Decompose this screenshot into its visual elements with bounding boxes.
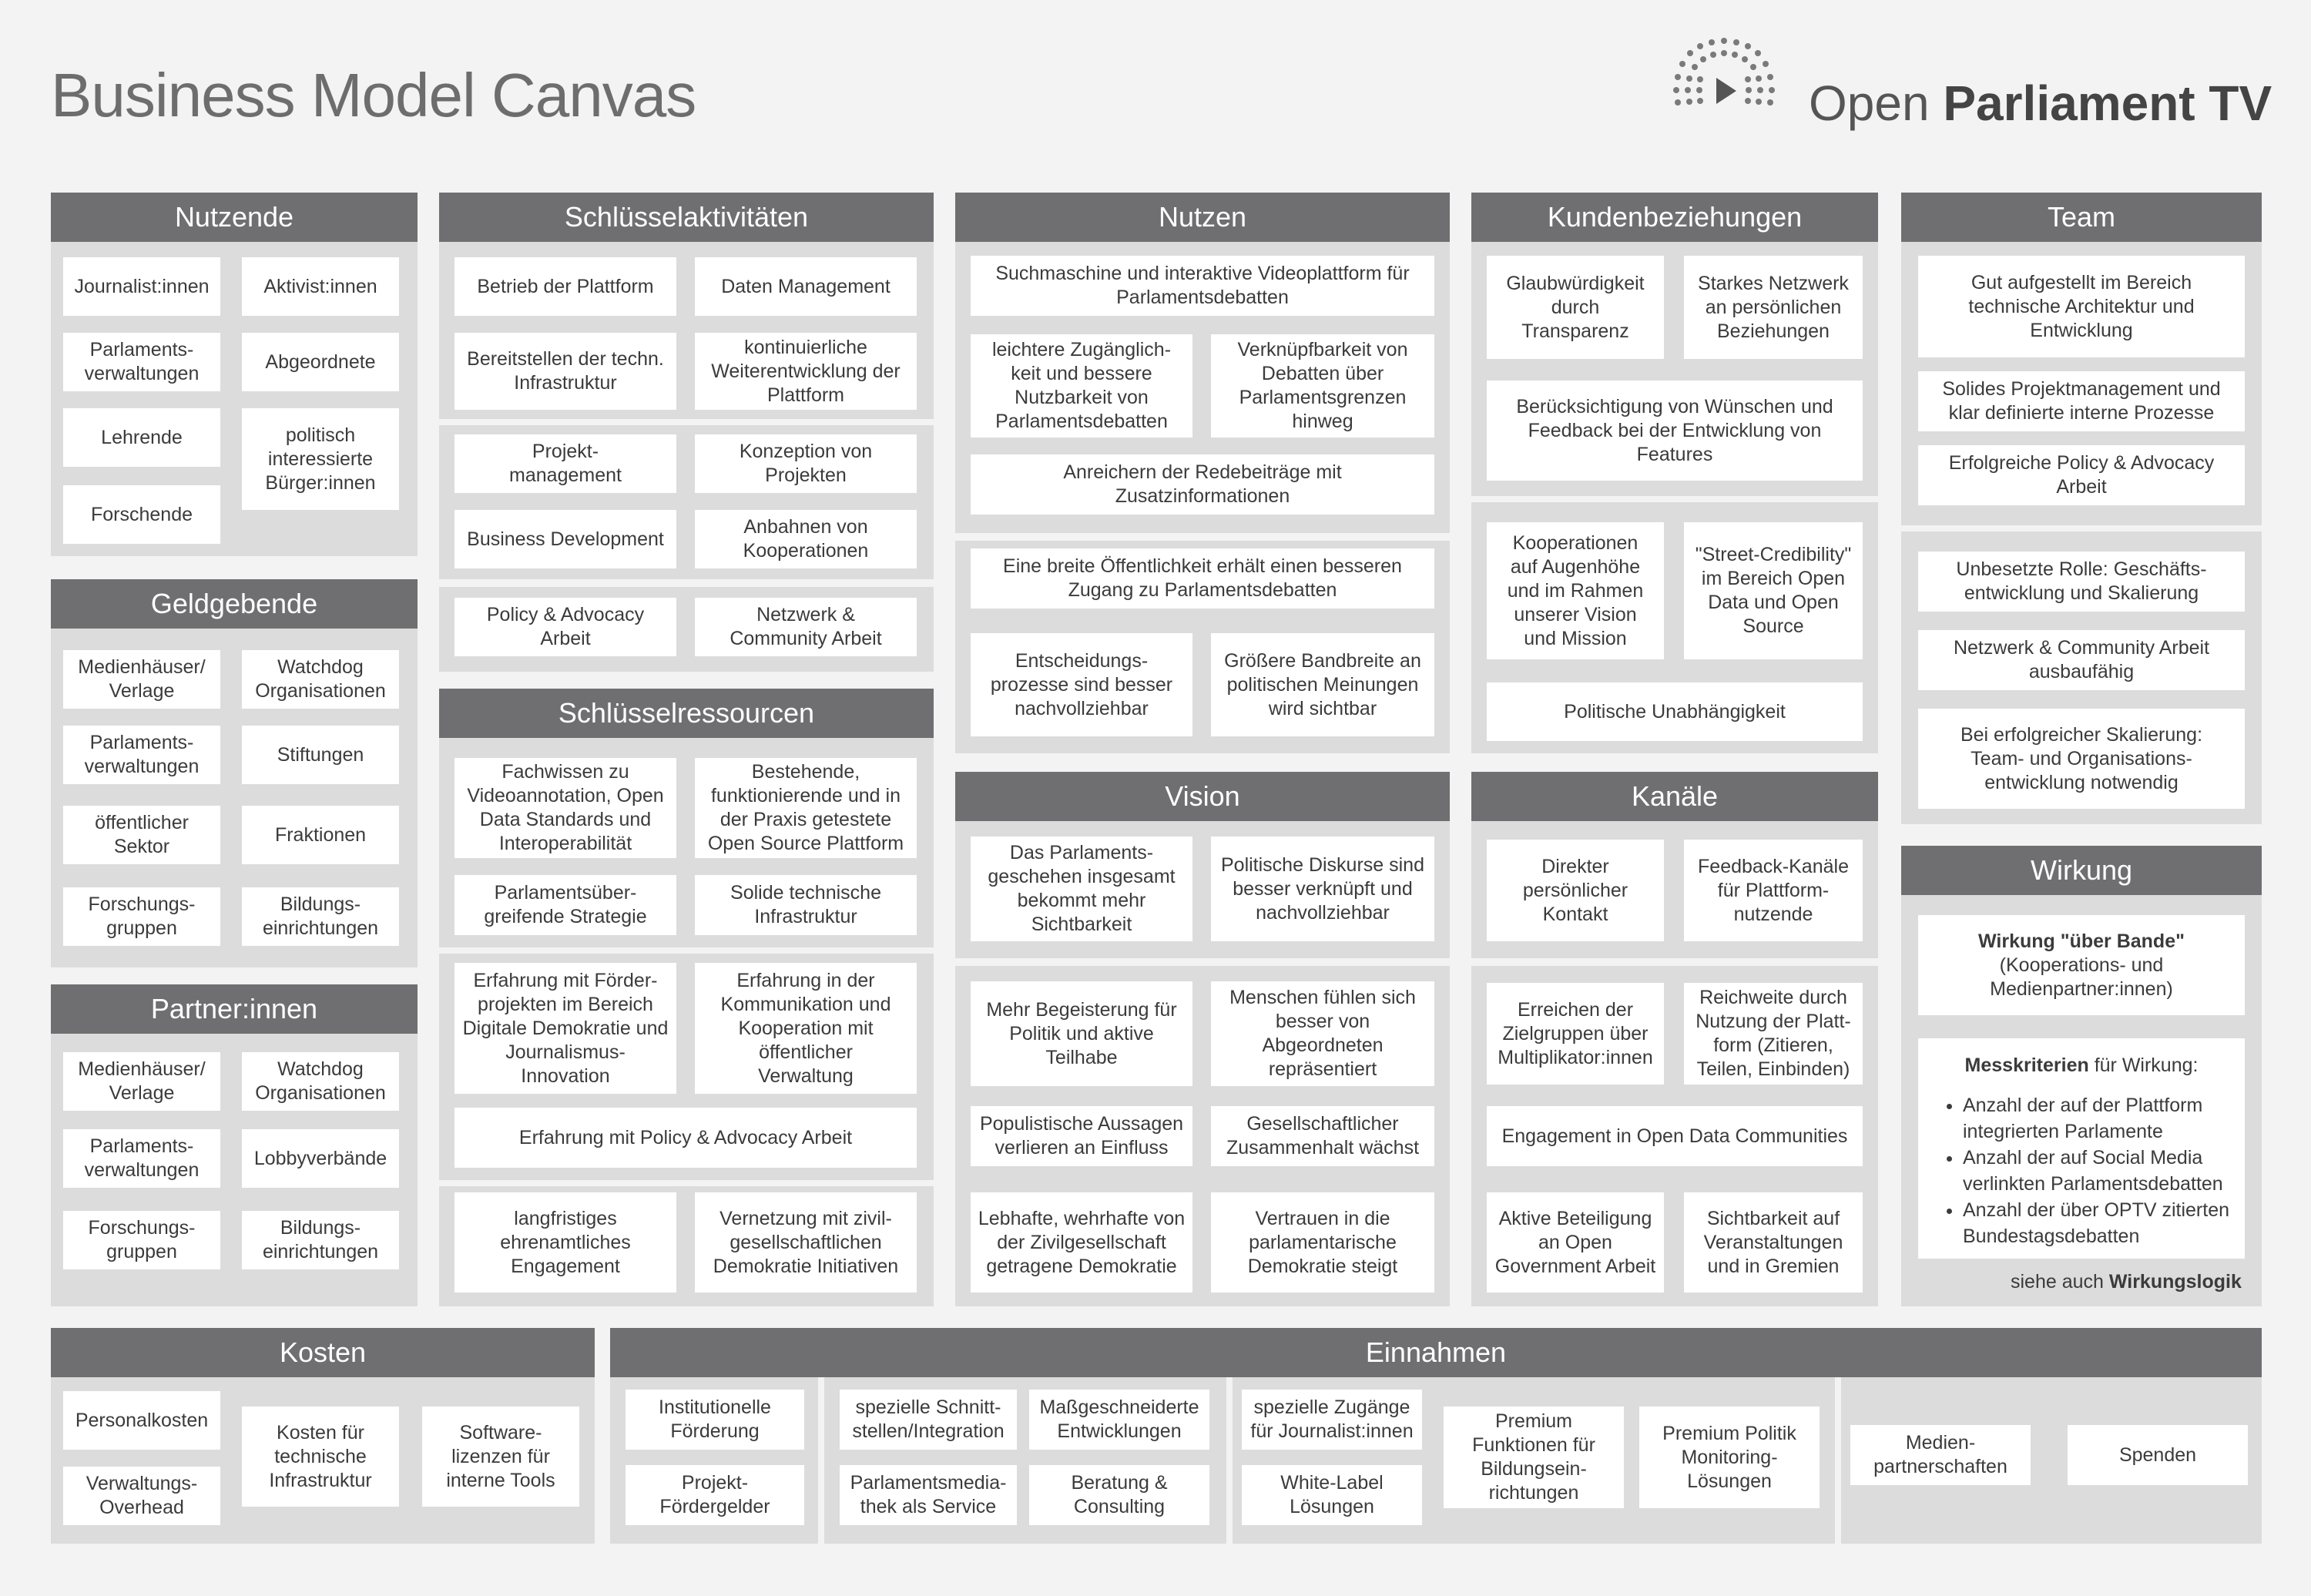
card-einnahmen: Spenden: [2068, 1425, 2248, 1485]
card-vision: Lebhafte, wehrhafte von der Zivilgesellschaft getragene Demokratie: [971, 1192, 1192, 1293]
card-einnahmen: Parlamentsmedia- thek als Service: [840, 1465, 1017, 1525]
card-einnahmen: Beratung & Consulting: [1029, 1465, 1209, 1525]
card-einnahmen: Institutionelle Förderung: [626, 1390, 804, 1450]
card-nutzen: Suchmaschine und interaktive Videoplattform für Parlamentsdebatten: [971, 256, 1434, 316]
card-partner: Watchdog Organisationen: [242, 1052, 399, 1111]
header-kosten: Kosten: [51, 1328, 595, 1377]
card-nutzende: Abgeordnete: [242, 333, 399, 391]
card-kunden: Politische Unabhängigkeit: [1487, 682, 1863, 741]
card-team: Netzwerk & Community Arbeit ausbaufähig: [1918, 630, 2245, 690]
card-geldgebende: Forschungs- gruppen: [63, 887, 220, 946]
header-schluesselaktivitaeten: Schlüsselaktivitäten: [439, 193, 934, 242]
header-kanaele: Kanäle: [1471, 772, 1878, 821]
card-team: Solides Projektmanagement und klar definierte interne Prozesse: [1918, 371, 2245, 431]
card-geldgebende: Stiftungen: [242, 726, 399, 784]
card-kunden: "Street-Credibility" im Bereich Open Data und Open Source: [1684, 522, 1863, 659]
card-einnahmen: spezielle Zugänge für Journalist:innen: [1242, 1390, 1422, 1450]
card-vision: Mehr Begeisterung für Politik und aktive Teilhabe: [971, 981, 1192, 1086]
header-kundenbeziehungen: Kundenbeziehungen: [1471, 193, 1878, 242]
card-partner: Bildungs- einrichtungen: [242, 1211, 399, 1269]
card-kunden: Starkes Netzwerk an persönlichen Beziehungen: [1684, 256, 1863, 359]
card-vision: Vertrauen in die parlamentarische Demokratie steigt: [1211, 1192, 1434, 1293]
card-kanal: Feedback-Kanäle für Plattform- nutzende: [1684, 840, 1863, 941]
card-ressource: Erfahrung mit Förder- projekten im Bereich Digitale Demokratie und Journalismus- Innovation: [454, 963, 676, 1094]
card-aktivitaet: Business Development: [454, 510, 676, 568]
card-nutzende: politisch interessierte Bürger:innen: [242, 408, 399, 510]
card-nutzen: Eine breite Öffentlichkeit erhält einen besseren Zugang zu Parlamentsdebatten: [971, 548, 1434, 609]
card-aktivitaet: Daten Management: [695, 257, 917, 316]
card-kanal: Erreichen der Zielgruppen über Multiplikator:innen: [1487, 983, 1664, 1085]
card-team: Bei erfolgreicher Skalierung: Team- und Organisations- entwicklung notwendig: [1918, 709, 2245, 809]
card-einnahmen: Maßgeschneiderte Entwicklungen: [1029, 1390, 1209, 1450]
card-einnahmen: Projekt- Fördergelder: [626, 1465, 804, 1525]
card-aktivitaet: Policy & Advocacy Arbeit: [454, 598, 676, 656]
card-ressource: Fachwissen zu Videoannotation, Open Data Standards und Interoperabilität: [454, 758, 676, 858]
card-ressource: langfristiges ehrenamtliches Engagement: [454, 1192, 676, 1293]
header-nutzen: Nutzen: [955, 193, 1450, 242]
card-nutzende: Aktivist:innen: [242, 257, 399, 316]
card-kanal: Direkter persönlicher Kontakt: [1487, 840, 1664, 941]
card-ressource: Vernetzung mit zivil- gesellschaftlichen Demokratie Initiativen: [695, 1192, 917, 1293]
card-kosten: Personalkosten: [63, 1391, 220, 1450]
card-wirkung-ueber-bande: Wirkung "über Bande" (Kooperations- und Medienpartner:innen): [1918, 915, 2245, 1015]
logo-text: Open Parliament TV: [1809, 75, 2272, 131]
card-nutzen: leichtere Zugänglich- keit und bessere Nutzbarkeit von Parlamentsdebatten: [971, 334, 1192, 438]
card-kanal: Reichweite durch Nutzung der Platt- form (Zitieren, Teilen, Einbinden): [1684, 983, 1863, 1085]
card-kunden: Kooperationen auf Augenhöhe und im Rahmen unserer Vision und Mission: [1487, 522, 1664, 659]
card-kosten: Kosten für technische Infrastruktur: [242, 1407, 399, 1507]
card-team: Unbesetzte Rolle: Geschäfts- entwicklung und Skalierung: [1918, 552, 2245, 612]
card-einnahmen: Medien- partnerschaften: [1850, 1425, 2031, 1485]
card-geldgebende: Bildungs- einrichtungen: [242, 887, 399, 946]
card-nutzen: Verknüpfbarkeit von Debatten über Parlamentsgrenzen hinweg: [1211, 334, 1434, 438]
card-kunden: Glaubwürdigkeit durch Transparenz: [1487, 256, 1664, 359]
card-geldgebende: Watchdog Organisationen: [242, 650, 399, 709]
card-kunden: Berücksichtigung von Wünschen und Feedback bei der Entwicklung von Features: [1487, 381, 1863, 481]
card-aktivitaet: Konzeption von Projekten: [695, 434, 917, 493]
card-vision: Das Parlaments- geschehen insgesamt bekommt mehr Sichtbarkeit: [971, 837, 1192, 941]
card-aktivitaet: Anbahnen von Kooperationen: [695, 510, 917, 568]
card-nutzende: Forschende: [63, 485, 220, 544]
card-ressource: Bestehende, funktionierende und in der Praxis getestete Open Source Plattform: [695, 758, 917, 858]
open-parliament-tv-logo: [1656, 35, 2272, 135]
card-aktivitaet: Bereitstellen der techn. Infrastruktur: [454, 333, 676, 410]
card-partner: Forschungs- gruppen: [63, 1211, 220, 1269]
header-partner: Partner:innen: [51, 984, 418, 1034]
card-partner: Medienhäuser/ Verlage: [63, 1052, 220, 1111]
card-geldgebende: öffentlicher Sektor: [63, 806, 220, 864]
card-nutzende: Journalist:innen: [63, 257, 220, 316]
messkriterien-list: [1934, 1092, 2229, 1249]
card-partner: Lobbyverbände: [242, 1129, 399, 1188]
card-ressource: Erfahrung in der Kommunikation und Kooperation mit öffentlicher Verwaltung: [695, 963, 917, 1094]
card-nutzende: Lehrende: [63, 408, 220, 467]
header-nutzende: Nutzende: [51, 193, 418, 242]
list-item: • Anzahl der auf Social Media verlinkten Parlamentsdebatten: [1963, 1145, 2229, 1197]
card-einnahmen: White-Label Lösungen: [1242, 1465, 1422, 1525]
header-schluesselressourcen: Schlüsselressourcen: [439, 689, 934, 738]
card-kanal: Aktive Beteiligung an Open Government Arbeit: [1487, 1192, 1664, 1293]
card-geldgebende: Parlaments- verwaltungen: [63, 726, 220, 784]
card-einnahmen: Premium Funktionen für Bildungsein- richtungen: [1444, 1407, 1624, 1508]
card-team: Gut aufgestellt im Bereich technische Architektur und Entwicklung: [1918, 256, 2245, 357]
list-item: • Anzahl der über OPTV zitierten Bundestagsdebatten: [1963, 1197, 2229, 1249]
card-nutzen: Anreichern der Redebeiträge mit Zusatzinformationen: [971, 454, 1434, 515]
parliament-play-icon: [1656, 35, 1795, 135]
card-kanal: Sichtbarkeit auf Veranstaltungen und in Gremien: [1684, 1192, 1863, 1293]
card-team: Erfolgreiche Policy & Advocacy Arbeit: [1918, 445, 2245, 505]
card-ressource: Erfahrung mit Policy & Advocacy Arbeit: [454, 1108, 917, 1168]
list-item: • Anzahl der auf der Plattform integrierten Parlamente: [1963, 1092, 2229, 1145]
card-aktivitaet: kontinuierliche Weiterentwicklung der Plattform: [695, 333, 917, 410]
card-ressource: Parlamentsüber- greifende Strategie: [454, 875, 676, 935]
card-partner: Parlaments- verwaltungen: [63, 1129, 220, 1188]
card-vision: Menschen fühlen sich besser von Abgeordneten repräsentiert: [1211, 981, 1434, 1086]
header-vision: Vision: [955, 772, 1450, 821]
card-kosten: Verwaltungs- Overhead: [63, 1467, 220, 1525]
card-ressource: Solide technische Infrastruktur: [695, 875, 917, 935]
card-vision: Politische Diskurse sind besser verknüpft und nachvollziehbar: [1211, 837, 1434, 941]
card-vision: Populistische Aussagen verlieren an Einfluss: [971, 1106, 1192, 1166]
card-geldgebende: Medienhäuser/ Verlage: [63, 650, 220, 709]
card-vision: Gesellschaftlicher Zusammenhalt wächst: [1211, 1106, 1434, 1166]
card-aktivitaet: Projekt- management: [454, 434, 676, 493]
header-wirkung: Wirkung: [1901, 846, 2262, 895]
wirkungslogik-link[interactable]: siehe auch Wirkungslogik: [2011, 1271, 2242, 1293]
card-kanal: Engagement in Open Data Communities: [1487, 1106, 1863, 1166]
page-title: Business Model Canvas: [51, 61, 696, 129]
card-aktivitaet: Betrieb der Plattform: [454, 257, 676, 316]
card-nutzen: Entscheidungs- prozesse sind besser nachvollziehbar: [971, 633, 1192, 736]
header-team: Team: [1901, 193, 2262, 242]
header-einnahmen: Einnahmen: [610, 1328, 2262, 1377]
card-einnahmen: spezielle Schnitt- stellen/Integration: [840, 1390, 1017, 1450]
card-einnahmen: Premium Politik Monitoring- Lösungen: [1639, 1407, 1820, 1508]
card-nutzende: Parlaments- verwaltungen: [63, 333, 220, 391]
card-aktivitaet: Netzwerk & Community Arbeit: [695, 598, 917, 656]
card-kosten: Software- lizenzen für interne Tools: [422, 1407, 579, 1507]
card-geldgebende: Fraktionen: [242, 806, 399, 864]
header-geldgebende: Geldgebende: [51, 579, 418, 629]
card-messkriterien: Messkriterien für Wirkung: • Anzahl der auf der Plattform integrierten Parlamente • Anzahl der auf Social Media verlinkten Parlamentsdebatten • Anzahl der über OPTV zitierten Bundestagsdebatten: [1918, 1038, 2245, 1259]
card-nutzen: Größere Bandbreite an politischen Meinungen wird sichtbar: [1211, 633, 1434, 736]
